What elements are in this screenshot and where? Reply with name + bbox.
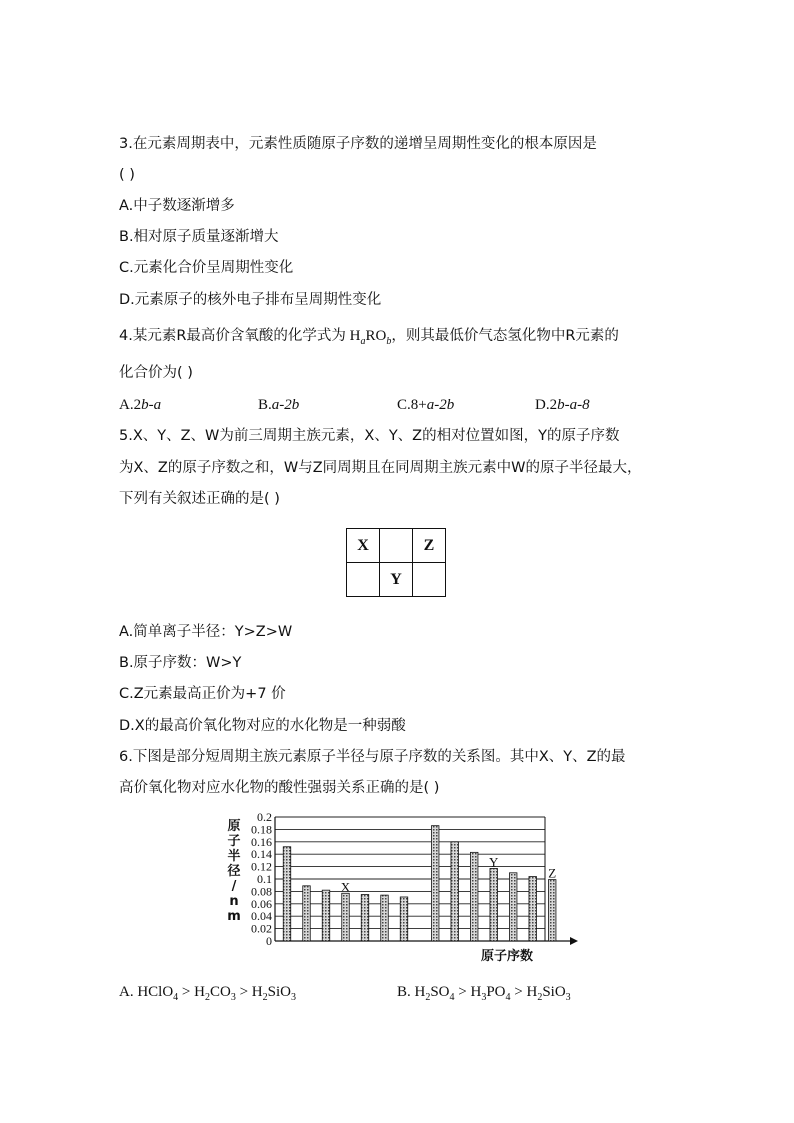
bar-label: X	[340, 879, 351, 895]
grid-cell: X	[347, 529, 380, 563]
q6-option-a: A. HClO$_4$ > $H_2CO_3 > H_2SiO_3$	[119, 984, 296, 1003]
grid-cell	[413, 563, 446, 597]
q6-line2: 高价氧化物对应水化物的酸性强弱关系正确的是( )	[119, 780, 440, 796]
q6-line1: 6.下图是部分短周期主族元素原子半径与原子序数的关系图。其中X、Y、Z的最	[119, 749, 626, 765]
q5-option-c: C.Z元素最高正价为+7 价	[119, 686, 286, 702]
q4-line2: 化合价为( )	[119, 365, 193, 381]
bar	[322, 890, 330, 941]
y-tick-label: 0.06	[251, 896, 272, 911]
y-axis-label-char: m	[227, 909, 241, 924]
grid-cell: Y	[380, 563, 413, 597]
bar	[431, 826, 439, 941]
bar	[548, 880, 556, 941]
bar	[303, 886, 311, 941]
periodic-position-grid	[346, 528, 446, 597]
bar	[381, 895, 389, 941]
bar	[509, 873, 517, 941]
y-tick-label: 0.16	[251, 834, 272, 849]
q3-option-d: D.元素原子的核外电子排布呈周期性变化	[119, 292, 382, 308]
q3-option-a: A.中子数逐渐增多	[119, 198, 235, 214]
q5-option-b: B.原子序数：W>Y	[119, 655, 242, 671]
y-axis-label-char: 原	[227, 819, 241, 834]
y-axis-label-char: n	[229, 894, 239, 909]
y-axis-label-char: 子	[227, 834, 241, 849]
q5-line2: 为X、Z的原子序数之和，W与Z同周期且在同周期主族元素中W的原子半径最大，	[119, 460, 642, 476]
q3-option-c: C.元素化合价呈周期性变化	[119, 260, 294, 276]
x-axis-label: 原子序数	[480, 949, 534, 964]
q5-option-d: D.X的最高价氧化物对应的水化物是一种弱酸	[119, 718, 406, 734]
bar	[342, 893, 350, 941]
bar-label: Z	[548, 865, 557, 881]
bar	[529, 877, 537, 941]
y-tick-label: 0.18	[251, 822, 272, 837]
q4-formula: $H_aRO_b$	[349, 328, 392, 347]
q6-option-b: B. $H_2SO_4 > H_3PO_4 > H_2SiO_3$	[397, 984, 571, 1003]
y-axis-label-char: /	[231, 879, 237, 894]
grid-cell: Z	[413, 529, 446, 563]
grid-cell	[347, 563, 380, 597]
y-axis-label-char: 径	[227, 864, 241, 879]
q4-stem: 4.某元素R最高价含氧酸的化学式为 $H_aRO_b$，则其最低价气态氢化物中R元素的	[119, 328, 619, 347]
q3-option-b: B.相对原子质量逐渐增大	[119, 229, 279, 245]
y-tick-label: 0	[266, 934, 272, 948]
q5-line3: 下列有关叙述正确的是( )	[119, 491, 280, 507]
y-tick-label: 0.02	[251, 921, 272, 936]
y-tick-label: 0.08	[251, 884, 272, 899]
q4-option-a: A.2b-a	[119, 397, 162, 413]
y-tick-label: 0.1	[257, 872, 272, 886]
atomic-radius-chart	[220, 808, 580, 968]
bar	[490, 868, 498, 941]
bar	[361, 895, 369, 942]
q4-option-c: C.8+a-2b	[397, 397, 455, 413]
grid-cell	[380, 529, 413, 563]
q3-stem: 3.在元素周期表中，元素性质随原子序数的递增呈周期性变化的根本原因是	[119, 136, 597, 152]
y-axis-label-char: 半	[227, 849, 241, 864]
bar	[400, 897, 408, 941]
q5-line1: 5.X、Y、Z、W为前三周期主族元素，X、Y、Z的相对位置如图，Y的原子序数	[119, 428, 620, 444]
y-tick-label: 0.2	[257, 810, 272, 824]
q5-option-a: A.简单离子半径：Y>Z>W	[119, 624, 293, 640]
bar	[283, 847, 291, 941]
bar	[470, 852, 478, 941]
bar-label: Y	[489, 854, 499, 870]
y-tick-label: 0.12	[251, 859, 272, 874]
q3-paren: ( )	[119, 167, 135, 183]
q4-option-d: D.2b-a-8	[535, 397, 590, 413]
q4-option-b: B.a-2b	[258, 397, 300, 413]
y-tick-label: 0.14	[251, 847, 272, 862]
bar	[451, 842, 459, 941]
y-tick-label: 0.04	[251, 909, 272, 924]
x-axis-arrow	[570, 937, 578, 945]
